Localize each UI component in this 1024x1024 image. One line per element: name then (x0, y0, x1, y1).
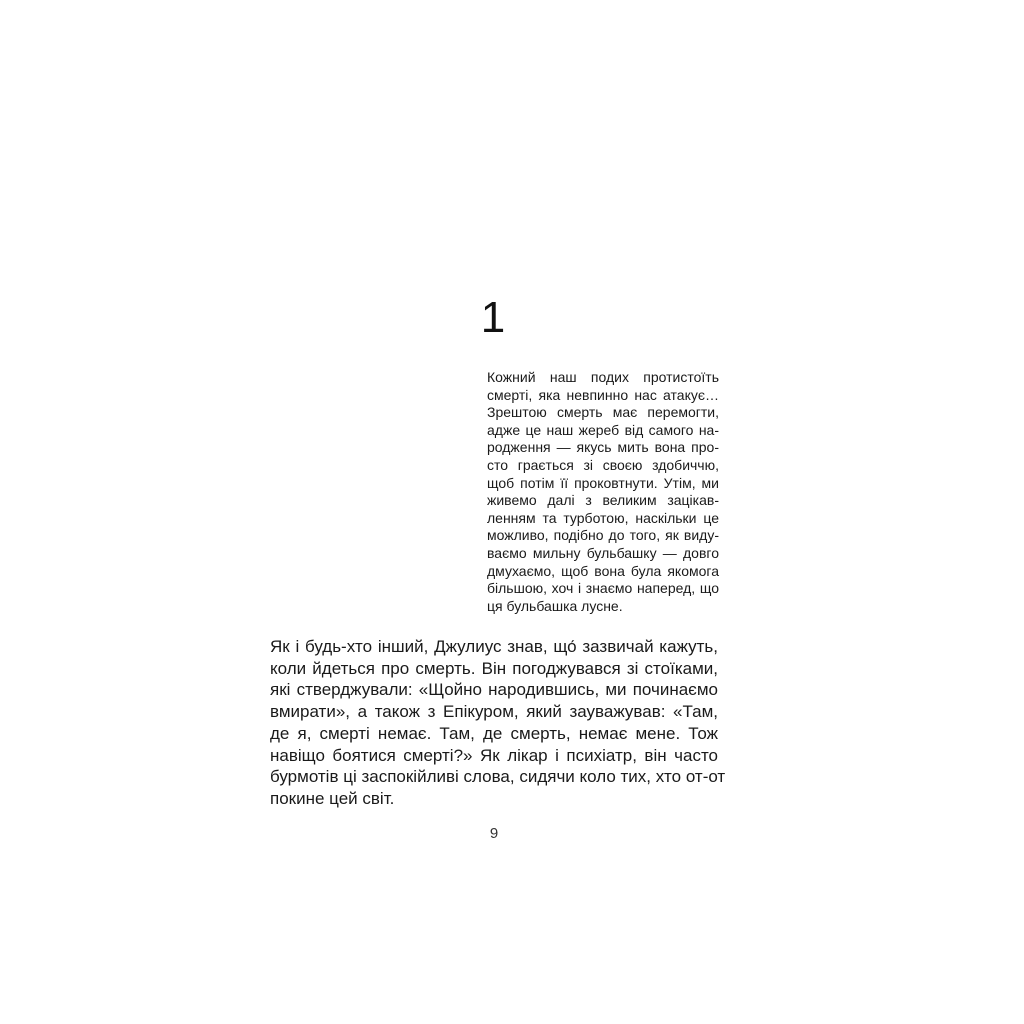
body-line: вмирати», а також з Епікуром, який зауважував: «Там, (270, 702, 718, 722)
body-paragraph (270, 636, 726, 810)
body-line: бурмотів ці заспокійливі слова, сидячи коло тих, хто от-от (270, 767, 726, 787)
epigraph (487, 369, 719, 615)
body-line: Як і будь-хто інший, Джулиус знав, що́ зазвичай кажуть, (270, 637, 718, 656)
body-line: які стверджували: «Щойно народившись, ми починаємо (270, 680, 718, 700)
epigraph-line: живемо далі з великим зацікав- (487, 492, 719, 509)
epigraph-line: щоб потім її проковтнути. Утім, ми (487, 474, 719, 491)
body-line: де я, смерті немає. Там, де смерть, немає мене. Тож (270, 723, 718, 743)
body-line: навіщо боятися смерті?» Як лікар і психіатр, він часто (270, 745, 718, 765)
epigraph-line: ваємо мильну бульбашку — довго (487, 544, 719, 561)
chapter-number: 1 (480, 293, 506, 342)
body-line: коли йдеться про смерть. Він погоджувався зі стоїками, (270, 658, 718, 678)
epigraph-line: сто грається зі своєю здобиччю, (487, 456, 719, 473)
epigraph-line: Кожний наш подих протистоїть (487, 369, 719, 385)
epigraph-line: дмухаємо, щоб вона була якомога (487, 562, 719, 579)
epigraph-line: Зрештою смерть має перемогти, (487, 404, 719, 421)
epigraph-line: смерті, яка невпинно нас атакує… (487, 386, 719, 403)
epigraph-line: більшою, хоч і знаємо наперед, що (487, 580, 719, 597)
epigraph-line: ця бульбашка лусне. (487, 597, 623, 614)
epigraph-line: ленням та турботою, наскільки це (487, 509, 719, 526)
page-number: 9 (489, 825, 499, 842)
body-line: покине цей світ. (270, 788, 395, 808)
epigraph-line: адже це наш жереб від самого на- (487, 421, 719, 438)
epigraph-line: можливо, подібно до того, як виду- (487, 527, 719, 544)
epigraph-line: родження — якусь мить вона про- (487, 439, 719, 456)
